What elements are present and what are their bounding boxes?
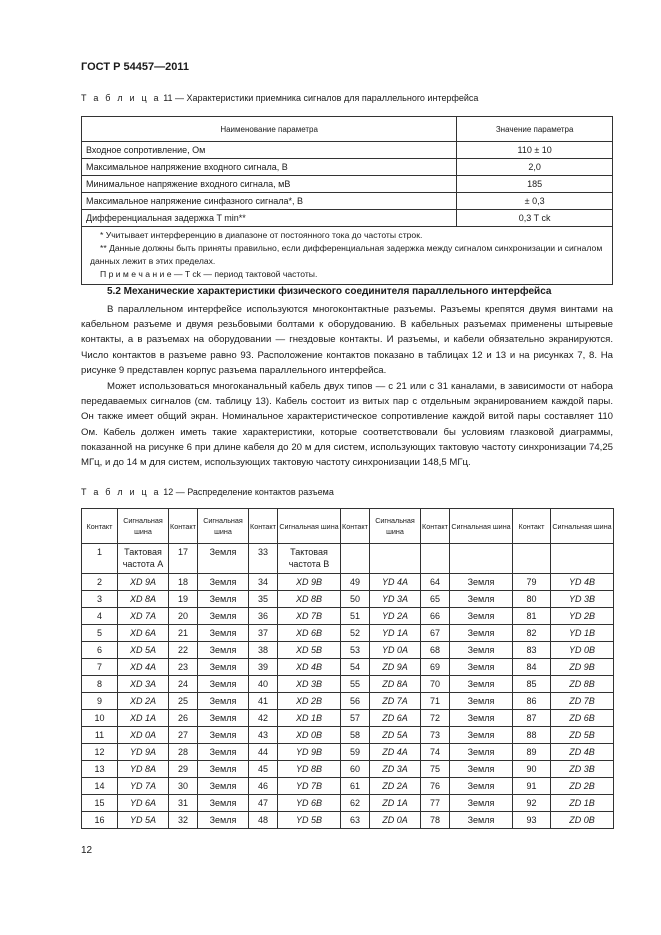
signal-cell: ZD 0A xyxy=(370,812,421,829)
signal-cell: ZD 6B xyxy=(551,710,614,727)
contact-cell: 16 xyxy=(82,812,118,829)
contact-cell: 32 xyxy=(169,812,198,829)
signal-cell: Земля xyxy=(450,710,513,727)
contact-cell: 39 xyxy=(249,659,278,676)
signal-cell: Земля xyxy=(198,710,249,727)
contact-cell: 84 xyxy=(513,659,551,676)
table-row xyxy=(82,778,614,795)
table-row xyxy=(82,210,613,227)
contact-cell: 44 xyxy=(249,744,278,761)
caption-text: 12 — Распределение контактов разъема xyxy=(160,487,334,497)
contact-cell xyxy=(421,544,450,574)
table-row xyxy=(82,676,614,693)
signal-cell: XD 1A xyxy=(118,710,169,727)
contact-cell: 1 xyxy=(82,544,118,574)
signal-cell: Земля xyxy=(450,659,513,676)
signal-cell: ZD 3B xyxy=(551,761,614,778)
contact-cell: 34 xyxy=(249,574,278,591)
table-row xyxy=(82,812,614,829)
signal-cell: XD 7A xyxy=(118,608,169,625)
table-row xyxy=(82,591,614,608)
signal-cell: Земля xyxy=(450,642,513,659)
table-row xyxy=(82,625,614,642)
signal-cell: Земля xyxy=(198,761,249,778)
contact-cell: 89 xyxy=(513,744,551,761)
table-row xyxy=(82,608,614,625)
signal-cell: ZD 2A xyxy=(370,778,421,795)
col-header-signal: Сигнальная шина xyxy=(450,509,513,544)
table-12-caption xyxy=(81,487,334,497)
signal-cell: ZD 8A xyxy=(370,676,421,693)
col-header-contact: Контакт xyxy=(249,509,278,544)
col-header-contact: Контакт xyxy=(421,509,450,544)
contact-cell: 85 xyxy=(513,676,551,693)
contact-cell: 26 xyxy=(169,710,198,727)
contact-cell: 63 xyxy=(341,812,370,829)
table-row xyxy=(82,642,614,659)
contact-cell: 57 xyxy=(341,710,370,727)
signal-cell: Земля xyxy=(450,778,513,795)
contact-cell: 27 xyxy=(169,727,198,744)
contact-cell: 65 xyxy=(421,591,450,608)
contact-cell: 33 xyxy=(249,544,278,574)
signal-cell: YD 0B xyxy=(551,642,614,659)
param-value-cell: 110 ± 10 xyxy=(457,142,613,159)
signal-cell: YD 2B xyxy=(551,608,614,625)
signal-cell xyxy=(450,544,513,574)
table-12-body xyxy=(82,544,614,829)
signal-cell: Земля xyxy=(450,608,513,625)
contact-cell: 13 xyxy=(82,761,118,778)
signal-cell xyxy=(551,544,614,574)
contact-cell: 8 xyxy=(82,676,118,693)
signal-cell: Земля xyxy=(450,693,513,710)
signal-cell: YD 5A xyxy=(118,812,169,829)
contact-cell: 23 xyxy=(169,659,198,676)
contact-cell: 38 xyxy=(249,642,278,659)
contact-cell: 14 xyxy=(82,778,118,795)
table-row xyxy=(82,159,613,176)
contact-cell: 11 xyxy=(82,727,118,744)
signal-cell: YD 3B xyxy=(551,591,614,608)
signal-cell: YD 1A xyxy=(370,625,421,642)
signal-cell: XD 5B xyxy=(278,642,341,659)
signal-cell: XD 2B xyxy=(278,693,341,710)
contact-cell: 22 xyxy=(169,642,198,659)
contact-cell: 81 xyxy=(513,608,551,625)
contact-cell: 82 xyxy=(513,625,551,642)
signal-cell: Земля xyxy=(198,693,249,710)
param-value-cell: ± 0,3 xyxy=(457,193,613,210)
contact-cell: 64 xyxy=(421,574,450,591)
contact-cell: 10 xyxy=(82,710,118,727)
contact-cell: 30 xyxy=(169,778,198,795)
table-row xyxy=(82,544,614,574)
contact-cell: 75 xyxy=(421,761,450,778)
signal-cell: YD 9A xyxy=(118,744,169,761)
signal-cell: YD 6B xyxy=(278,795,341,812)
signal-cell: ZD 9A xyxy=(370,659,421,676)
signal-cell: XD 6A xyxy=(118,625,169,642)
signal-cell: YD 4B xyxy=(551,574,614,591)
signal-cell: Земля xyxy=(198,642,249,659)
contact-cell: 41 xyxy=(249,693,278,710)
signal-cell: Земля xyxy=(198,659,249,676)
contact-cell: 4 xyxy=(82,608,118,625)
signal-cell: Земля xyxy=(198,625,249,642)
signal-cell: YD 9B xyxy=(278,744,341,761)
col-header-param: Наименование параметра xyxy=(82,117,457,142)
signal-cell: YD 8A xyxy=(118,761,169,778)
signal-cell: XD 8B xyxy=(278,591,341,608)
table-row xyxy=(82,142,613,159)
caption-prefix: Т а б л и ц а xyxy=(81,487,161,497)
table-11-notes xyxy=(82,227,613,285)
contact-cell: 7 xyxy=(82,659,118,676)
contact-cell: 6 xyxy=(82,642,118,659)
contact-cell: 58 xyxy=(341,727,370,744)
signal-cell: XD 3B xyxy=(278,676,341,693)
contact-cell: 25 xyxy=(169,693,198,710)
contact-cell: 9 xyxy=(82,693,118,710)
param-name-cell: Минимальное напряжение входного сигнала, мВ xyxy=(82,176,457,193)
contact-cell: 55 xyxy=(341,676,370,693)
col-header-value: Значение параметра xyxy=(457,117,613,142)
table-row xyxy=(82,176,613,193)
signal-cell: Земля xyxy=(450,727,513,744)
contact-cell: 87 xyxy=(513,710,551,727)
table-row xyxy=(82,659,614,676)
paragraph-2-text: Может использоваться многоканальный кабель двух типов — с 21 или с 31 каналами, в зависимости от набора передаваемых сигналов (см. таблицу 13). Кабель состоит из витых пар с отдельным экранированием каждой пары. Он также имеет общий экран. Номинальное характеристическое сопротивление каждой витой пары составляет 110 Ом. Кабель должен иметь такие характеристики, которые соответствовали бы условиям глазковой диаграммы, показанной на рисунке 6 при длине кабеля до 20 м для систем, использующих тактовую частоту синхронизации 74,25 МГц, и до 14 м для систем, использующих тактовую частоту синхронизации 148,5 МГц. xyxy=(81,381,613,469)
contact-cell: 70 xyxy=(421,676,450,693)
table-11-caption xyxy=(81,93,478,103)
signal-cell: XD 6B xyxy=(278,625,341,642)
param-value-cell: 185 xyxy=(457,176,613,193)
contact-cell: 79 xyxy=(513,574,551,591)
contact-cell: 42 xyxy=(249,710,278,727)
section-title: 5.2 Механические характеристики физического соединителя параллельного интерфейса xyxy=(107,286,552,297)
contact-cell: 92 xyxy=(513,795,551,812)
col-header-contact: Контакт xyxy=(341,509,370,544)
signal-cell: Земля xyxy=(198,574,249,591)
signal-cell: Земля xyxy=(450,676,513,693)
contact-cell: 52 xyxy=(341,625,370,642)
contact-cell: 86 xyxy=(513,693,551,710)
signal-cell: YD 7B xyxy=(278,778,341,795)
contact-cell: 88 xyxy=(513,727,551,744)
paragraph-1-text: В параллельном интерфейсе используются многоконтактные разъемы. Разъемы крепятся двумя винтами на кабельном разъеме и двумя резьбовыми болтами к оборудованию. В кабельных разъемах применены штыревые контакты, а в разъемах на оборудовании — гнездовые контакты. И разъемы, и кабели обязательно экранируются. Число контактов в разъеме равно 93. Расположение контактов показано в таблицах 12 и 13 и на рисунках 7, 8. На рисунке 9 представлен корпус разъема параллельного интерфейса. xyxy=(81,304,613,376)
signal-cell: Земля xyxy=(450,574,513,591)
contact-cell: 71 xyxy=(421,693,450,710)
contact-cell: 21 xyxy=(169,625,198,642)
contact-cell: 15 xyxy=(82,795,118,812)
signal-cell: Земля xyxy=(198,608,249,625)
contact-cell: 35 xyxy=(249,591,278,608)
table-12-header-row xyxy=(82,509,614,544)
contact-cell: 74 xyxy=(421,744,450,761)
signal-cell: ZD 7A xyxy=(370,693,421,710)
contact-cell: 17 xyxy=(169,544,198,574)
param-name-cell: Дифференциальная задержка T min** xyxy=(82,210,457,227)
contact-cell: 20 xyxy=(169,608,198,625)
table-row xyxy=(82,795,614,812)
contact-cell: 66 xyxy=(421,608,450,625)
table-row xyxy=(82,574,614,591)
signal-cell: Земля xyxy=(198,676,249,693)
contact-cell: 83 xyxy=(513,642,551,659)
contact-cell: 56 xyxy=(341,693,370,710)
signal-cell: Земля xyxy=(450,591,513,608)
col-header-signal: Сигнальная шина xyxy=(551,509,614,544)
contact-cell: 80 xyxy=(513,591,551,608)
signal-cell: Земля xyxy=(450,744,513,761)
signal-cell: YD 8B xyxy=(278,761,341,778)
signal-cell: ZD 1A xyxy=(370,795,421,812)
contact-cell: 40 xyxy=(249,676,278,693)
param-name-cell: Максимальное напряжение входного сигнала, В xyxy=(82,159,457,176)
param-value-cell: 0,3 T ck xyxy=(457,210,613,227)
contact-cell: 19 xyxy=(169,591,198,608)
contact-cell: 50 xyxy=(341,591,370,608)
contact-cell: 93 xyxy=(513,812,551,829)
signal-cell: Земля xyxy=(450,795,513,812)
signal-cell: ZD 3A xyxy=(370,761,421,778)
contact-cell: 43 xyxy=(249,727,278,744)
paragraph-2 xyxy=(81,379,613,470)
signal-cell: ZD 9B xyxy=(551,659,614,676)
signal-cell: ZD 8B xyxy=(551,676,614,693)
signal-cell: ZD 4B xyxy=(551,744,614,761)
page-number: 12 xyxy=(81,845,93,856)
contact-cell: 72 xyxy=(421,710,450,727)
contact-cell: 51 xyxy=(341,608,370,625)
signal-cell: Земля xyxy=(450,625,513,642)
paragraph-1 xyxy=(81,302,613,378)
contact-cell: 12 xyxy=(82,744,118,761)
contact-cell xyxy=(341,544,370,574)
contact-cell: 91 xyxy=(513,778,551,795)
col-header-signal: Сигнальная шина xyxy=(118,509,169,544)
contact-cell: 31 xyxy=(169,795,198,812)
signal-cell: ZD 5B xyxy=(551,727,614,744)
contact-cell: 36 xyxy=(249,608,278,625)
param-name-cell: Входное сопротивление, Ом xyxy=(82,142,457,159)
col-header-signal: Сигнальная шина xyxy=(370,509,421,544)
signal-cell: Земля xyxy=(198,591,249,608)
col-header-contact: Контакт xyxy=(513,509,551,544)
signal-cell: YD 5B xyxy=(278,812,341,829)
signal-cell: Земля xyxy=(198,778,249,795)
contact-cell: 62 xyxy=(341,795,370,812)
signal-cell: Тактовая частота A xyxy=(118,544,169,574)
contact-cell: 5 xyxy=(82,625,118,642)
contact-cell: 77 xyxy=(421,795,450,812)
signal-cell: YD 1B xyxy=(551,625,614,642)
note-3: П р и м е ч а н и е — T ck — период тактовой частоты. xyxy=(100,269,318,279)
signal-cell: Земля xyxy=(198,727,249,744)
signal-cell: XD 8A xyxy=(118,591,169,608)
table-row xyxy=(82,744,614,761)
signal-cell: XD 2A xyxy=(118,693,169,710)
signal-cell: XD 5A xyxy=(118,642,169,659)
signal-cell: Земля xyxy=(198,812,249,829)
table-row xyxy=(82,710,614,727)
col-header-signal: Сигнальная шина xyxy=(278,509,341,544)
signal-cell: YD 3A xyxy=(370,591,421,608)
param-value-cell: 2,0 xyxy=(457,159,613,176)
signal-cell: ZD 0B xyxy=(551,812,614,829)
table-11 xyxy=(81,116,613,285)
contact-cell: 69 xyxy=(421,659,450,676)
contact-cell: 54 xyxy=(341,659,370,676)
signal-cell: YD 0A xyxy=(370,642,421,659)
table-row xyxy=(82,727,614,744)
col-header-contact: Контакт xyxy=(82,509,118,544)
param-name-cell: Максимальное напряжение синфазного сигнала*, В xyxy=(82,193,457,210)
table-row xyxy=(82,193,613,210)
signal-cell: XD 0A xyxy=(118,727,169,744)
contact-cell: 3 xyxy=(82,591,118,608)
contact-cell: 37 xyxy=(249,625,278,642)
signal-cell: XD 0B xyxy=(278,727,341,744)
table-11-body xyxy=(82,142,613,227)
signal-cell: XD 4A xyxy=(118,659,169,676)
contact-cell: 78 xyxy=(421,812,450,829)
contact-cell: 76 xyxy=(421,778,450,795)
contact-cell: 18 xyxy=(169,574,198,591)
col-header-contact: Контакт xyxy=(169,509,198,544)
contact-cell: 24 xyxy=(169,676,198,693)
contact-cell: 46 xyxy=(249,778,278,795)
table-12 xyxy=(81,508,614,829)
signal-cell: YD 2A xyxy=(370,608,421,625)
note-1: * Учитывает интерференцию в диапазоне от постоянного тока до частоты строк. xyxy=(100,230,423,240)
contact-cell: 29 xyxy=(169,761,198,778)
contact-cell: 59 xyxy=(341,744,370,761)
col-header-signal: Сигнальная шина xyxy=(198,509,249,544)
contact-cell: 2 xyxy=(82,574,118,591)
signal-cell: ZD 2B xyxy=(551,778,614,795)
signal-cell: ZD 5A xyxy=(370,727,421,744)
contact-cell: 73 xyxy=(421,727,450,744)
signal-cell: Земля xyxy=(198,544,249,574)
signal-cell: XD 3A xyxy=(118,676,169,693)
signal-cell: Земля xyxy=(198,744,249,761)
contact-cell: 48 xyxy=(249,812,278,829)
signal-cell: ZD 7B xyxy=(551,693,614,710)
signal-cell: XD 9A xyxy=(118,574,169,591)
contact-cell xyxy=(513,544,551,574)
signal-cell: Земля xyxy=(198,795,249,812)
document-header: ГОСТ Р 54457—2011 xyxy=(81,61,189,73)
caption-prefix: Т а б л и ц а xyxy=(81,93,161,103)
signal-cell: XD 4B xyxy=(278,659,341,676)
table-row xyxy=(82,761,614,778)
note-2: ** Данные должны быть приняты правильно, если дифференциальная задержка между сигналом синхронизации и сигналом данных лежит в этих пределах. xyxy=(90,243,603,266)
signal-cell: Земля xyxy=(450,812,513,829)
contact-cell: 53 xyxy=(341,642,370,659)
caption-text: 11 — Характеристики приемника сигналов для параллельного интерфейса xyxy=(160,93,479,103)
signal-cell: YD 4A xyxy=(370,574,421,591)
signal-cell: YD 7A xyxy=(118,778,169,795)
contact-cell: 47 xyxy=(249,795,278,812)
signal-cell: ZD 1B xyxy=(551,795,614,812)
contact-cell: 61 xyxy=(341,778,370,795)
contact-cell: 60 xyxy=(341,761,370,778)
signal-cell: Земля xyxy=(450,761,513,778)
signal-cell xyxy=(370,544,421,574)
signal-cell: XD 1B xyxy=(278,710,341,727)
signal-cell: ZD 4A xyxy=(370,744,421,761)
contact-cell: 28 xyxy=(169,744,198,761)
contact-cell: 45 xyxy=(249,761,278,778)
signal-cell: ZD 6A xyxy=(370,710,421,727)
signal-cell: XD 7B xyxy=(278,608,341,625)
contact-cell: 90 xyxy=(513,761,551,778)
contact-cell: 49 xyxy=(341,574,370,591)
signal-cell: Тактовая частота B xyxy=(278,544,341,574)
signal-cell: XD 9B xyxy=(278,574,341,591)
contact-cell: 68 xyxy=(421,642,450,659)
signal-cell: YD 6A xyxy=(118,795,169,812)
contact-cell: 67 xyxy=(421,625,450,642)
table-row xyxy=(82,693,614,710)
